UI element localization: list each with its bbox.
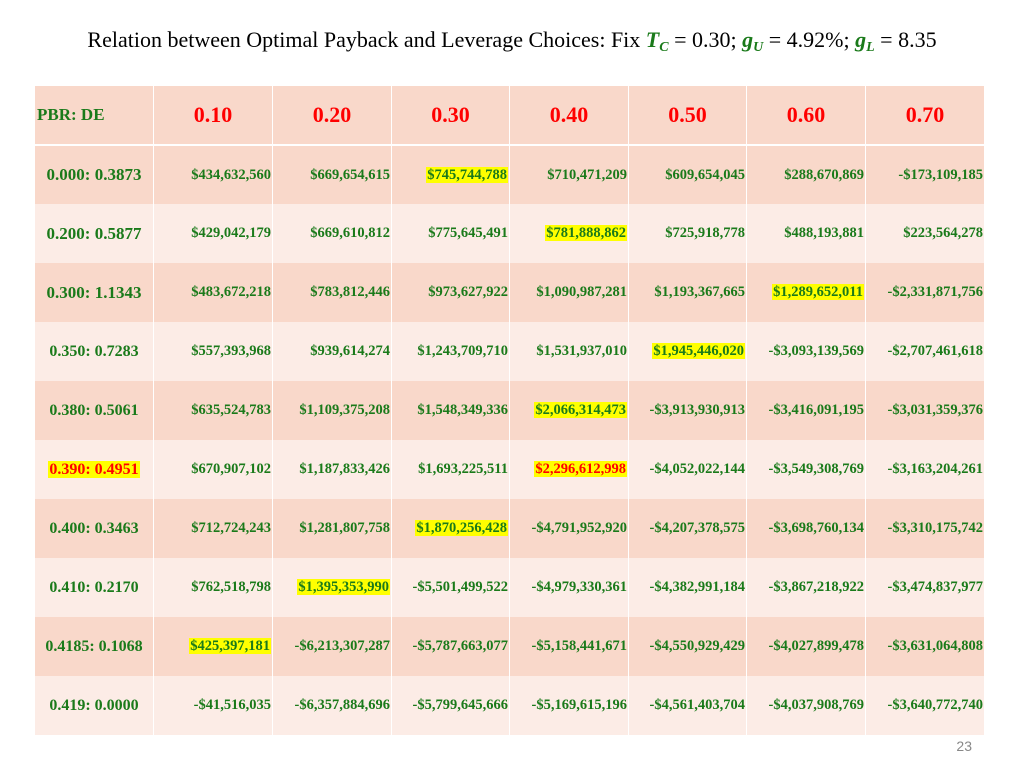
unlevered-growth-value: = 4.92%; <box>763 27 856 52</box>
cell-value: -$5,501,499,522 <box>412 579 508 595</box>
table-row <box>35 617 985 676</box>
table-cell <box>273 499 392 558</box>
table-cell <box>154 617 273 676</box>
cell-value: $710,471,209 <box>547 166 627 183</box>
table-cell <box>866 499 985 558</box>
table-cell <box>510 204 629 263</box>
table-row <box>35 263 985 322</box>
cell-value: -$6,213,307,287 <box>294 638 390 654</box>
table-cell <box>392 204 510 263</box>
levered-growth-value: = 8.35 <box>874 27 937 52</box>
table-cell <box>154 381 273 440</box>
table-cell <box>392 145 510 204</box>
row-label <box>35 558 154 617</box>
cell-value: -$4,052,022,144 <box>649 461 745 477</box>
cell-value: -$2,707,461,618 <box>887 343 983 359</box>
cell-value: $635,524,783 <box>191 402 271 418</box>
table-cell <box>866 676 985 735</box>
unlevered-growth-symbol: $g_U$ <box>742 27 764 55</box>
row-label <box>35 263 154 322</box>
table-cell <box>392 676 510 735</box>
table-row <box>35 322 985 381</box>
table-cell <box>629 440 747 499</box>
table-cell <box>273 558 392 617</box>
table-cell <box>747 440 866 499</box>
column-header: 0.20 <box>273 86 392 145</box>
table-row <box>35 440 985 499</box>
cell-value: -$3,163,204,261 <box>887 461 983 477</box>
table-cell <box>747 381 866 440</box>
cell-value: $1,531,937,010 <box>536 343 627 359</box>
cell-value: $1,193,367,665 <box>654 284 745 300</box>
table-cell <box>629 558 747 617</box>
table-cell <box>510 676 629 735</box>
cell-value: -$3,310,175,742 <box>887 520 983 536</box>
cell-value: -$2,331,871,756 <box>887 284 983 300</box>
table-cell <box>747 263 866 322</box>
table-row <box>35 499 985 558</box>
cell-value: -$6,357,884,696 <box>294 697 390 713</box>
cell-value: -$5,787,663,077 <box>412 638 508 654</box>
table-cell <box>154 676 273 735</box>
row-label <box>35 617 154 676</box>
cell-value: -$4,979,330,361 <box>531 579 627 595</box>
cell-value: -$4,791,952,920 <box>531 520 627 536</box>
cell-value: $939,614,274 <box>310 343 390 359</box>
table-cell <box>866 145 985 204</box>
column-header: 0.30 <box>392 86 510 145</box>
cell-value: -$41,516,035 <box>193 697 271 713</box>
slide-number: 23 <box>956 738 972 754</box>
table-cell <box>747 617 866 676</box>
column-header: 0.50 <box>629 86 747 145</box>
table-cell <box>392 617 510 676</box>
table-cell <box>392 558 510 617</box>
table-cell <box>273 204 392 263</box>
table-cell <box>154 440 273 499</box>
table-cell <box>747 558 866 617</box>
row-label <box>35 145 154 204</box>
table-cell <box>629 676 747 735</box>
table-cell <box>866 322 985 381</box>
table-row <box>35 204 985 263</box>
cell-value: -$3,640,772,740 <box>887 697 983 713</box>
row-label-text: 0.000: 0.3873 <box>46 165 142 184</box>
tax-rate-symbol: $T_C$ <box>645 27 669 55</box>
cell-value: $557,393,968 <box>191 343 271 359</box>
cell-value: $1,548,349,336 <box>417 402 508 418</box>
cell-value: -$3,698,760,134 <box>768 520 864 536</box>
table-cell <box>866 617 985 676</box>
row-label-text: 0.380: 0.5061 <box>49 401 139 419</box>
table-cell <box>154 499 273 558</box>
optimal-value-highlight: $425,397,181 <box>190 638 270 654</box>
optimal-value-highlight: $1,289,652,011 <box>773 284 863 300</box>
cell-value: -$3,913,930,913 <box>649 402 745 418</box>
table-cell <box>273 145 392 204</box>
optimal-value-highlight: $2,296,612,998 <box>535 461 626 477</box>
cell-value: $223,564,278 <box>903 225 983 241</box>
table-row <box>35 381 985 440</box>
row-label-text: 0.4185: 0.1068 <box>45 637 143 655</box>
row-label-text: 0.410: 0.2170 <box>49 578 139 596</box>
column-header: 0.10 <box>154 86 273 145</box>
optimal-value-highlight: $781,888,862 <box>546 225 626 241</box>
cell-value: $434,632,560 <box>191 166 271 183</box>
cell-value: $775,645,491 <box>428 225 508 241</box>
table-cell <box>510 381 629 440</box>
cell-value: -$4,550,929,429 <box>649 638 745 654</box>
cell-value: -$3,416,091,195 <box>768 402 864 418</box>
cell-value: -$4,207,378,575 <box>649 520 745 536</box>
cell-value: $973,627,922 <box>428 284 508 300</box>
cell-value: -$3,631,064,808 <box>887 638 983 654</box>
optimal-value-highlight: $1,870,256,428 <box>416 520 507 536</box>
table-cell <box>273 381 392 440</box>
cell-value: $483,672,218 <box>191 284 271 300</box>
cell-value: $1,090,987,281 <box>536 284 627 300</box>
cell-value: -$3,867,218,922 <box>768 579 864 595</box>
cell-value: $288,670,869 <box>784 166 864 183</box>
cell-value: -$3,549,308,769 <box>768 461 864 477</box>
cell-value: $1,187,833,426 <box>299 461 390 477</box>
cell-value: $1,243,709,710 <box>417 343 508 359</box>
cell-value: -$5,158,441,671 <box>531 638 627 654</box>
cell-value: -$173,109,185 <box>898 166 983 183</box>
row-label <box>35 322 154 381</box>
column-header: 0.60 <box>747 86 866 145</box>
row-label-text: 0.300: 1.1343 <box>46 282 142 302</box>
optimal-value-highlight: $745,744,788 <box>427 166 507 183</box>
tax-rate-value: = 0.30; <box>668 27 743 52</box>
table-cell <box>747 145 866 204</box>
table-cell <box>629 322 747 381</box>
cell-value: -$4,561,403,704 <box>649 697 745 713</box>
cell-value: $725,918,778 <box>665 225 745 241</box>
cell-value: $712,724,243 <box>191 520 271 536</box>
table-cell <box>866 440 985 499</box>
cell-value: -$4,382,991,184 <box>649 579 745 595</box>
table-row <box>35 676 985 735</box>
cell-value: $609,654,045 <box>665 166 745 183</box>
table-cell <box>154 204 273 263</box>
table-cell <box>154 322 273 381</box>
cell-value: $1,109,375,208 <box>299 402 390 418</box>
cell-value: -$4,027,899,478 <box>768 638 864 654</box>
cell-value: $1,693,225,511 <box>418 461 508 477</box>
table-cell <box>510 322 629 381</box>
table-cell <box>273 263 392 322</box>
table-cell <box>629 499 747 558</box>
header-row <box>35 86 985 145</box>
cell-value: $762,518,798 <box>191 579 271 595</box>
table-cell <box>154 263 273 322</box>
title-prefix: Relation between Optimal Payback and Leverage Choices: Fix <box>87 27 646 52</box>
table-cell <box>273 676 392 735</box>
table-cell <box>392 499 510 558</box>
cell-value: $488,193,881 <box>784 225 864 241</box>
table-row <box>35 145 985 204</box>
cell-value: -$3,031,359,376 <box>887 402 983 418</box>
table-cell <box>866 263 985 322</box>
row-label <box>35 499 154 558</box>
table-cell <box>273 440 392 499</box>
table-cell <box>629 204 747 263</box>
table-cell <box>392 263 510 322</box>
table-cell <box>154 145 273 204</box>
cell-value: $429,042,179 <box>191 225 271 241</box>
table-cell <box>747 204 866 263</box>
row-label <box>35 381 154 440</box>
table-cell <box>510 558 629 617</box>
table-cell <box>866 204 985 263</box>
table-cell <box>392 440 510 499</box>
row-label <box>35 440 154 499</box>
table-cell <box>510 440 629 499</box>
table-cell <box>629 381 747 440</box>
table-cell <box>866 558 985 617</box>
table-cell <box>273 322 392 381</box>
cell-value: -$3,474,837,977 <box>887 579 983 595</box>
table-cell <box>747 322 866 381</box>
emphasized-row-label: 0.390: 0.4951 <box>49 460 139 478</box>
table-cell <box>866 381 985 440</box>
table-cell <box>392 322 510 381</box>
optimal-value-highlight: $1,395,353,990 <box>298 579 389 595</box>
cell-value: $670,907,102 <box>191 461 271 477</box>
table-cell <box>510 263 629 322</box>
table-cell <box>392 381 510 440</box>
cell-value: $783,812,446 <box>310 284 390 300</box>
cell-value: $669,654,615 <box>310 166 390 183</box>
row-label-text: 0.419: 0.0000 <box>49 696 139 714</box>
table-cell <box>510 499 629 558</box>
slide-title <box>0 27 1024 53</box>
table-cell <box>747 499 866 558</box>
corner-label: PBR: DE <box>35 86 154 145</box>
table-cell <box>510 617 629 676</box>
cell-value: -$3,093,139,569 <box>768 343 864 359</box>
cell-value: $669,610,812 <box>310 225 390 241</box>
column-header: 0.70 <box>866 86 985 145</box>
column-header: 0.40 <box>510 86 629 145</box>
table-cell <box>629 263 747 322</box>
row-label <box>35 676 154 735</box>
table-cell <box>510 145 629 204</box>
cell-value: -$4,037,908,769 <box>768 697 864 713</box>
cell-value: $1,281,807,758 <box>299 520 390 536</box>
optimal-value-highlight: $2,066,314,473 <box>535 402 626 418</box>
cell-value: -$5,169,615,196 <box>531 697 627 713</box>
row-label-text: 0.350: 0.7283 <box>49 342 139 360</box>
row-label <box>35 204 154 263</box>
table-cell <box>154 558 273 617</box>
payback-leverage-table <box>34 86 985 735</box>
levered-growth-symbol: $g_L$ <box>855 27 875 55</box>
row-label-text: 0.400: 0.3463 <box>49 519 139 537</box>
table-cell <box>747 676 866 735</box>
table-cell <box>629 617 747 676</box>
table-row <box>35 558 985 617</box>
cell-value: -$5,799,645,666 <box>412 697 508 713</box>
table-cell <box>273 617 392 676</box>
optimal-value-highlight: $1,945,446,020 <box>653 343 744 359</box>
row-label-text: 0.200: 0.5877 <box>46 223 142 243</box>
table-cell <box>629 145 747 204</box>
